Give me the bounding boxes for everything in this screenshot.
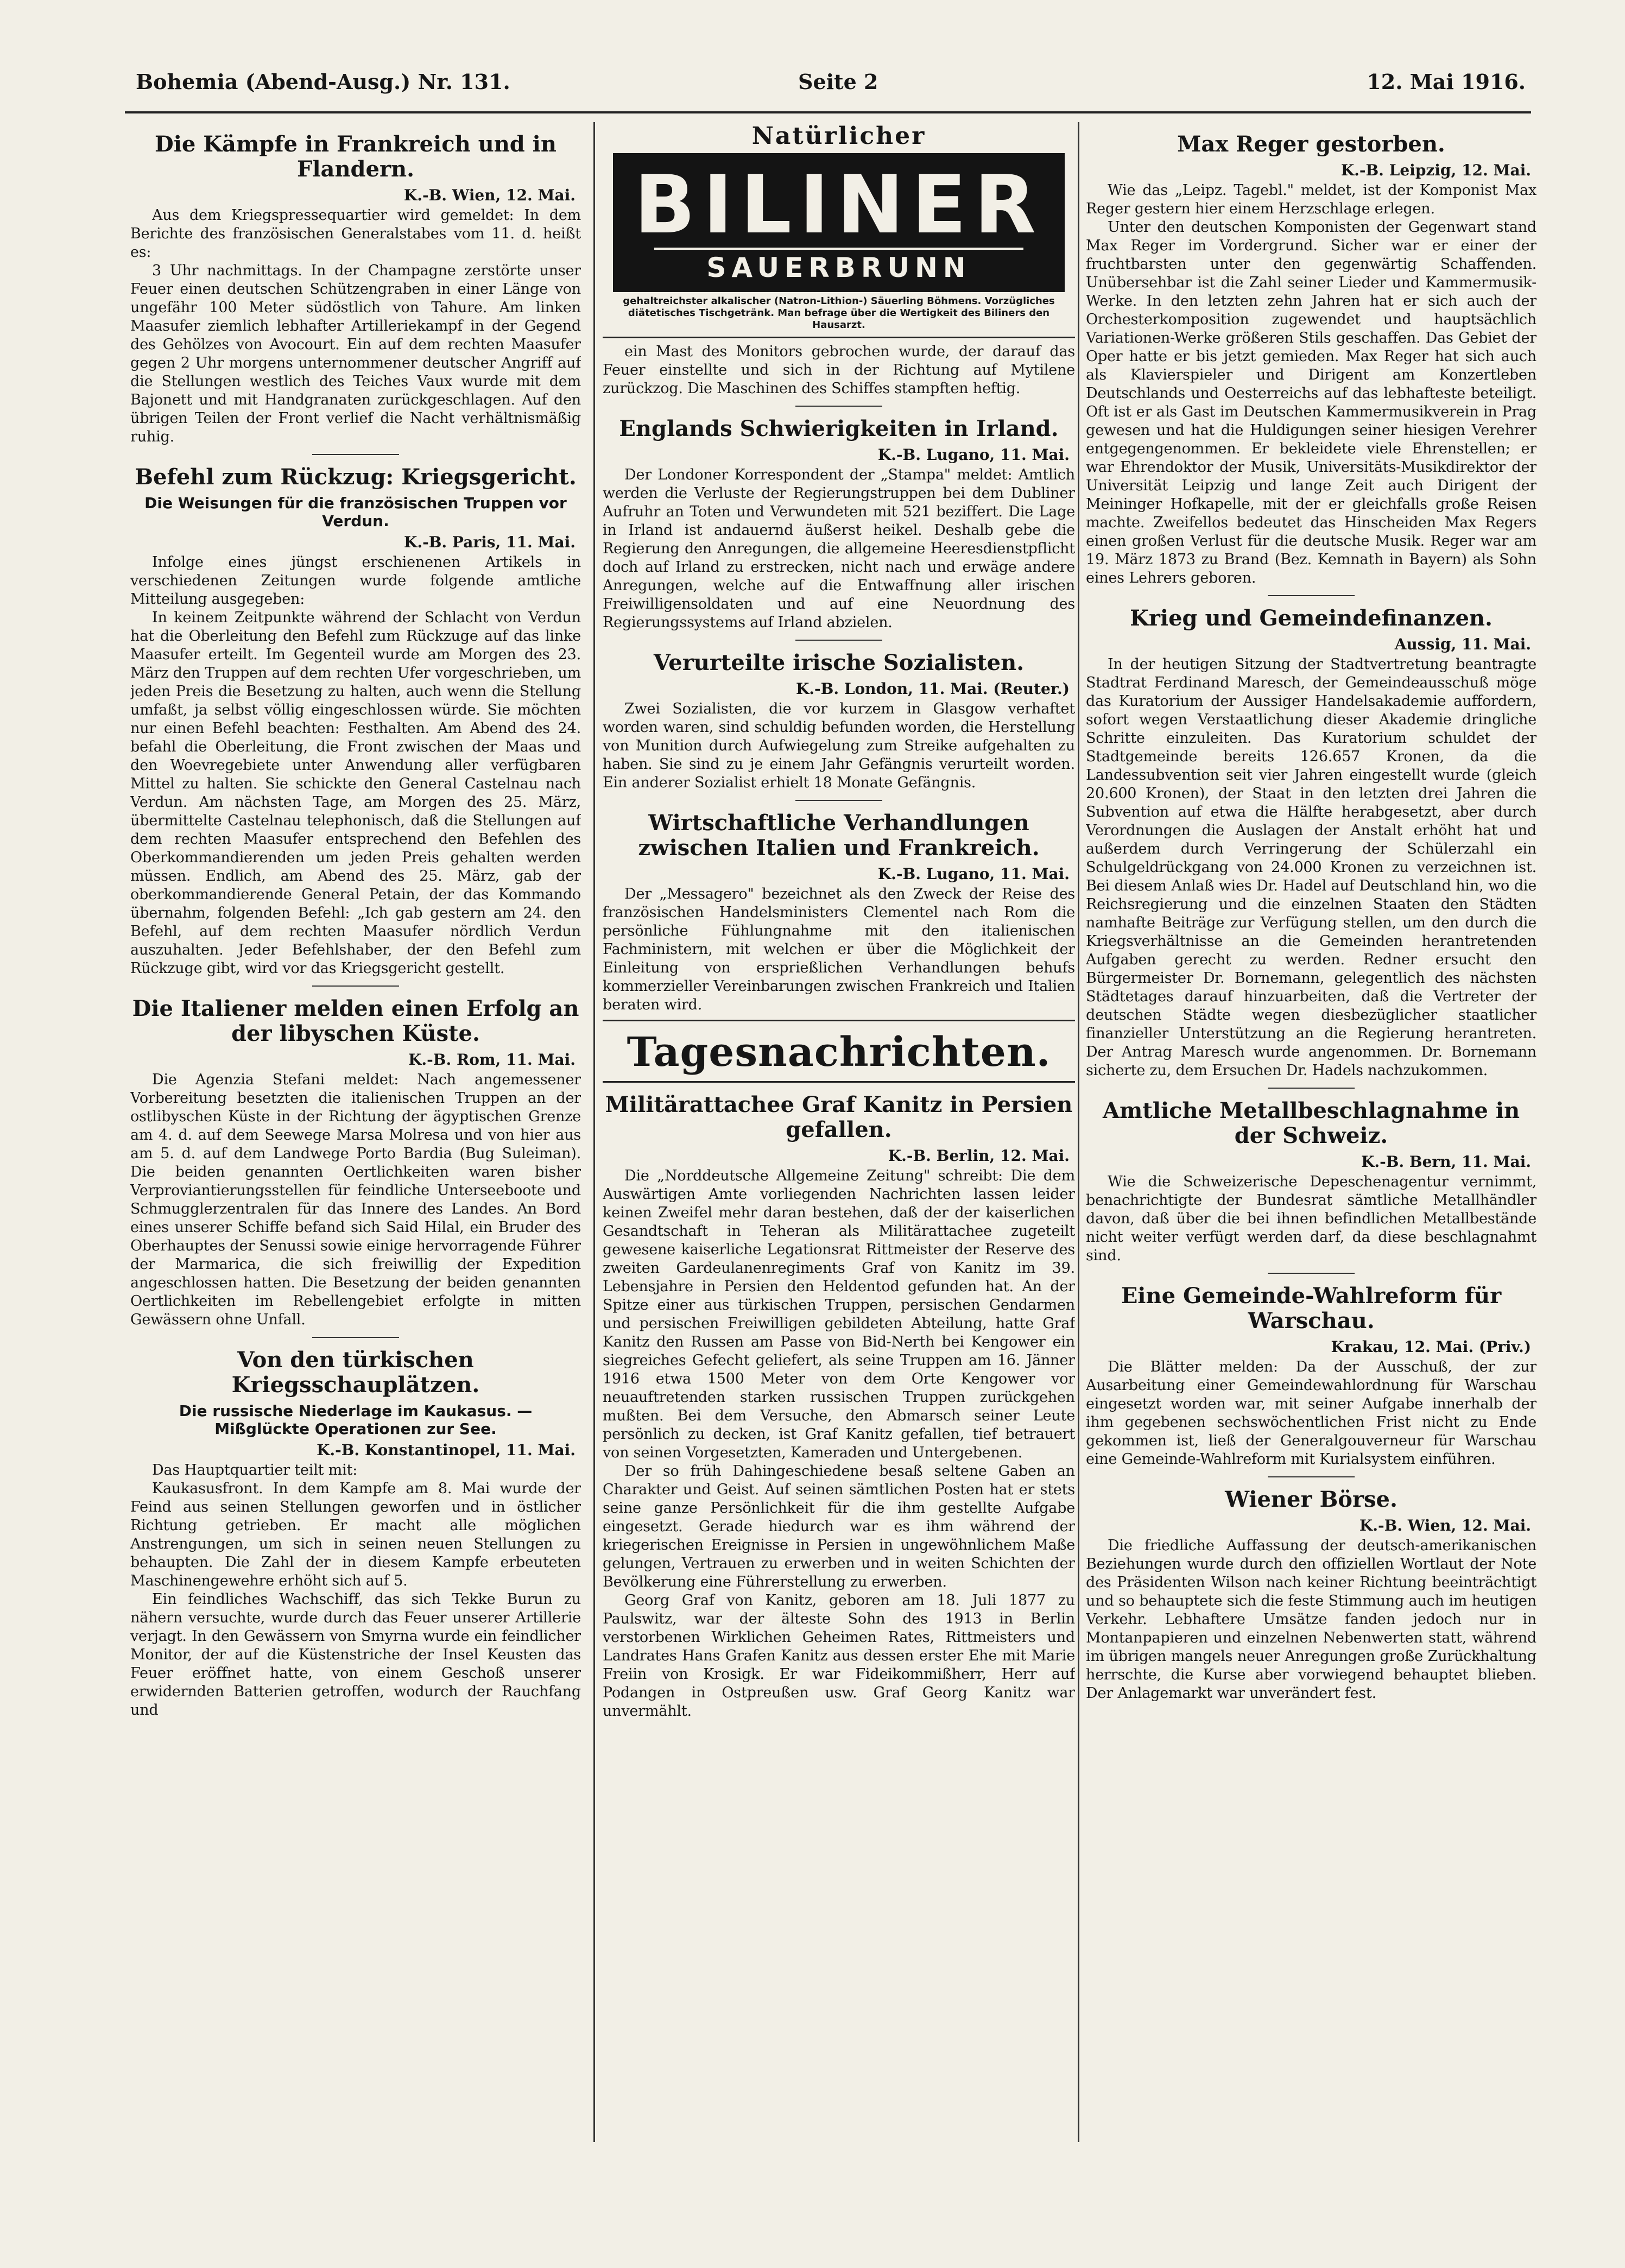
article-paragraph: Wie die Schweizerische Depeschenagentur vernimmt, benachrichtigte der Bundesrat sämtliche Metallhändler davon, daß über die bei ihnen befindlichen Metallbestände nicht weiter verfügt werden darf, da diese beschlagnahmt sind.: [1086, 1173, 1537, 1264]
article: [1086, 1273, 1537, 1469]
section-title: Tagesnachrichten.: [627, 1029, 1051, 1076]
article-separator: [312, 1337, 399, 1338]
article-paragraph: Die Agenzia Stefani meldet: Nach angemessener Vorbereitung besetzten die italienischen Truppen an der ostlibyschen Küste in der Richtung der ägyptischen Grenze am 4. d. auf dem Seewege Marsa Molresa und von hier aus am 5. d. auf dem Landwege Porto Bardia (Bug Suleiman). Die beiden genannten Oertlichkeiten waren bisher Verproviantierungsstellen für feindliche Unterseeboote und Schmugglerzentralen für das Innere des Landes. An Bord eines unserer Schiffe befand sich Said Hilal, ein Bruder des Oberhauptes der Senussi sowie einige hervorragende Führer der Marmarica, die sich freiwillig der Expedition angeschlossen hatten. Die Besetzung der beiden genannten Oertlichkeiten im Rebellengebiet erfolgte in mitten Gewässern ohne Unfall.: [130, 1071, 581, 1328]
header-masthead: Bohemia (Abend-Ausg.) Nr. 131.: [136, 70, 510, 94]
article-dateline: K.-B. Leipzig, 12. Mai.: [1341, 161, 1531, 179]
article-separator: [795, 406, 882, 407]
article-headline: Englands Schwierigkeiten in Irland.: [619, 416, 1059, 441]
column-rule: [593, 122, 595, 2142]
article: [603, 800, 1075, 1014]
column-left: [130, 122, 581, 1720]
article-paragraph: Aus dem Kriegspressequartier wird gemeldet: In dem Berichte des französischen Generalstabes vom 11. d. heißt es:: [130, 207, 581, 261]
article-paragraph: Das Hauptquartier teilt mit:: [152, 1462, 358, 1479]
article-headline: Krieg und Gemeindefinanzen.: [1130, 605, 1493, 631]
article-separator: [1268, 1476, 1355, 1477]
column-middle-news: [603, 1092, 1075, 1721]
article-headline: Max Reger gestorben.: [1177, 131, 1445, 157]
article: [1086, 595, 1537, 1080]
ad-logo-box: [613, 153, 1065, 292]
article: [130, 454, 581, 978]
article-separator: [1268, 595, 1355, 596]
article-paragraph: Wie das „Leipz. Tagebl." meldet, ist der Komponist Max Reger gestern hier einem Herzschlage erlegen.: [1086, 182, 1537, 217]
article-separator: [1268, 1088, 1355, 1089]
article-dateline: K.-B. Lugano, 11. Mai.: [877, 446, 1070, 464]
article-paragraph: Die Blätter melden: Da der Ausschuß, der zur Ausarbeitung einer Gemeindewahlordnung für Warschau eingesetzt worden war, mit seiner Aufgabe innerhalb der ihm gegebenen sechswöchentlichen Frist nicht zu Ende gekommen ist, ließ der Generalgouverneur für Warschau eine Gemeinde-Wahlreform mit Kurialsystem einführen.: [1086, 1359, 1537, 1468]
article-paragraph: Georg Graf von Kanitz, geboren am 18. Juli 1877 zu Paulswitz, war der älteste Sohn des 1913 in Berlin verstorbenen Wirklichen Geheimen Rates, Rittmeisters und Landrates Hans Grafen Kanitz aus dessen erster Ehe mit Marie Freiin von Krosigk. Er war Fideikommißherr, Herr auf Podangen in Ostpreußen usw. Graf Georg Kanitz war unvermählt.: [603, 1592, 1075, 1720]
ad-text: gehaltreichster alkalischer (Natron-Lithion-) Säuerling Böhmens. Vorzügliches diätetisches Tischgetränk. Man befrage über die Wertigkeit des Biliners den Hausarzt.: [623, 295, 1055, 331]
article: [130, 985, 581, 1329]
ad-subtitle: SAUERBRUNN: [654, 248, 1023, 283]
article-separator: [1268, 1273, 1355, 1274]
column-middle-articles: [603, 343, 1075, 1014]
article-headline: Von den türkischen Kriegsschauplätzen.: [231, 1347, 480, 1398]
article: [603, 406, 1075, 632]
article-headline: Wirtschaftliche Verhandlungen zwischen Italien und Frankreich.: [638, 810, 1040, 861]
header-rule: [125, 111, 1531, 113]
article-subheadline: Die russische Niederlage im Kaukasus. — Mißglückte Operationen zur See.: [179, 1402, 533, 1438]
ad-top-line: Natürlicher: [751, 122, 926, 150]
article-paragraph: ein Mast des Monitors gebrochen wurde, der darauf das Feuer einstellte und sich in der Richtung auf Mytilene zurückzog. Die Maschinen des Schiffes stampften heftig.: [603, 343, 1075, 397]
article-paragraph: Der Londoner Korrespondent der „Stampa" meldet: Amtlich werden die Verluste der Regierungstruppen bei dem Dubliner Aufruhr an Toten und Verwundeten mit 521 beziffert. Die Lage in Irland ist andauernd äußerst heikel. Deshalb gebe die Regierung den Anregungen, die allgemeine Heeresdienstpflicht doch auf Irland zu erstrecken, nicht nach und erwäge andere Anregungen, welche auf die Entwaffnung aller irischen Freiwilligensoldaten und auf eine Neuordnung des Regierungssystems auf Irland abzielen.: [603, 466, 1075, 631]
column-rule: [1078, 122, 1079, 2142]
article-separator: [312, 985, 399, 987]
article-paragraph: Der so früh Dahingeschiedene besaß seltene Gaben an Charakter und Geist. Auf seinen sämtlichen Posten hat er stets seine ganze Persönlichkeit für die ihm gestellte Aufgabe eingesetzt. Gerade hiedurch war es ihm während der kriegerischen Ereignisse in Persien in ungewöhnlichem Maße gelungen, Vertrauen zu erwerben und in weiten Schichten der Bevölkerung eine Führerstellung zu erwerben.: [603, 1463, 1075, 1590]
article-dateline: Aussig, 11. Mai.: [1394, 635, 1531, 653]
section-rule: [603, 1081, 1075, 1083]
article-dateline: K.-B. London, 11. Mai. (Reuter.): [795, 680, 1070, 698]
article-dateline: K.-B. Paris, 11. Mai.: [404, 533, 576, 551]
article-headline: Die Kämpfe in Frankreich und in Flandern.: [155, 131, 557, 182]
header-page-number: Seite 2: [798, 70, 878, 94]
article-headline: Die Italiener melden einen Erfolg an der libyschen Küste.: [132, 996, 579, 1046]
article-dateline: K.-B. Wien, 12. Mai.: [1359, 1517, 1531, 1534]
article: [603, 1092, 1075, 1721]
article: [1086, 132, 1537, 587]
article-paragraph: In der heutigen Sitzung der Stadtvertretung beantragte Stadtrat Ferdinand Maresch, der Gemeindeausschuß möge das Kuratorium der Aussiger Handelsakademie auffordern, sofort wegen Verstaatlichung dieser Akademie dringliche Schritte einzuleiten. Das Kuratorium schuldet der Stadtgemeinde bereits 126.657 Kronen, da die Landessubvention seit vier Jahren eingestellt wurde (gleich 20.600 Kronen), der Staat in den letzten drei Jahren die Subvention auf etwa die Hälfte herabgesetzt, aber durch Verordnungen die Auslagen der Anstalt erhöht hat und außerdem durch Verringerung der Schülerzahl ein Schulgeldrückgang von 24.000 Kronen zu verzeichnen ist. Bei diesem Anlaß wies Dr. Hadel auf Deutschland hin, wo die Reichsregierung und die einzelnen Staaten den Städten namhafte Beiträge zur Verfügung stellen, um den durch die Kriegsverhältnisse an die Gemeinden herantretenden Aufgaben gerecht zu werden. Redner ersucht den Bürgermeister Dr. Bornemann, gelegentlich des nächsten Städtetages darauf hinzuarbeiten, daß die Vertreter der deutschen Städte wegen diesbezüglicher staatlicher finanzieller Unterstützung an die Regierung herantreten. Der Antrag Maresch wurde angenommen. Dr. Bornemann sicherte zu, dem Ersuchen Dr. Hadels nachzukommen.: [1086, 656, 1537, 1079]
article-dateline: K.-B. Bern, 11. Mai.: [1361, 1153, 1531, 1171]
article-paragraph: Unter den deutschen Komponisten der Gegenwart stand Max Reger im Vordergrund. Sicher war er einer der fruchtbarsten unter den gegenwärtig Schaffenden. Unübersehbar ist die Zahl seiner Lieder und Kammermusik-Werke. In den letzten zehn Jahren hat er sich auch der Orchesterkomposition zugewendet und hauptsächlich Variationen-Werke größeren Stils geschaffen. Das Gebiet der Oper hatte er bis jetzt gemieden. Max Reger hat sich auch als Klavierspieler und Dirigent am Konzertleben Deutschlands und Oesterreichs auf das lebhafteste beteiligt. Oft ist er als Gast im Deutschen Kammermusikverein in Prag gewesen und hat die Huldigungen seiner hiesigen Verehrer entgegengenommen. Er bekleidete viele Ehrenstellen; er war Ehrendoktor der Musik, Universitäts-Musikdirektor der Universität Leipzig und lange Zeit auch Dirigent der Meininger Hofkapelle, mit der er gleichfalls große Reisen machte. Zweifellos bedeutet das Hinscheiden Max Regers einen großen Verlust für die deutsche Musik. Reger war am 19. März 1873 zu Brand (Bez. Kemnath in Bayern) als Sohn eines Lehrers geboren.: [1086, 219, 1537, 586]
article-dateline: K.-B. Wien, 12. Mai.: [403, 186, 576, 204]
article-dateline: K.-B. Rom, 11. Mai.: [408, 1051, 576, 1069]
article-headline: Amtliche Metallbeschlagnahme in der Schweiz.: [1102, 1098, 1520, 1148]
article: [130, 132, 581, 446]
article-headline: Eine Gemeinde-Wahlreform für Warschau.: [1121, 1283, 1502, 1334]
article-separator: [795, 800, 882, 801]
article-dateline: K.-B. Lugano, 11. Mai.: [877, 865, 1070, 883]
article-paragraph: Der „Messagero" bezeichnet als den Zweck der Reise des französischen Handelsministers Clementel nach Rom die persönliche Fühlungnahme mit den italienischen Fachministern, mit welchen er über die Möglichkeit der Einleitung von ersprießlichen Verhandlungen behufs kommerzieller Vereinbarungen zwischen Frankreich und Italien beraten wird.: [603, 886, 1075, 1013]
article-separator: [312, 454, 399, 455]
article-paragraph: 3 Uhr nachmittags. In der Champagne zerstörte unser Feuer einen deutschen Schützengraben in einer Länge von ungefähr 100 Meter südöstlich von Tahure. Am linken Maasufer ziemlich lebhafter Artilleriekampf in der Gegend des Gehölzes von Avocourt. Ein auf dem rechten Maasufer gegen 2 Uhr morgens unternommener deutscher Angriff auf die Stellungen westlich des Teiches Vaux wurde mit dem Bajonett und mit Handgranaten zurückgeschlagen. Auf den übrigen Teilen der Front verlief die Nacht verhältnismäßig ruhig.: [130, 262, 581, 445]
article-dateline: K.-B. Konstantinopel, 11. Mai.: [317, 1441, 576, 1459]
article-paragraph: Zwei Sozialisten, die vor kurzem in Glasgow verhaftet worden waren, sind schuldig befunden worden, die Herstellung von Munition durch Aufwiegelung zum Streike aufgehalten zu haben. Sie sind zu je einem Jahr Gefängnis verurteilt worden. Ein anderer Sozialist erhielt 18 Monate Gefängnis.: [603, 700, 1075, 791]
article-headline: Verurteilte irische Sozialisten.: [653, 650, 1025, 675]
article-dateline: K.-B. Berlin, 12. Mai.: [888, 1147, 1070, 1165]
article-paragraph: In keinem Zeitpunkte während der Schlacht von Verdun hat die Oberleitung den Befehl zum Rückzuge auf das linke Maasufer erteilt. Im Gegenteil wurde am Morgen des 23. März den Truppen auf dem rechten Ufer vorgeschrieben, um jeden Preis die Besetzung zu halten, auch wenn die Stellung umfaßt, ja selbst völlig eingeschlossen würde. Sie möchten nur einen Befehl beachten: Festhalten. Am Abend des 24. befahl die Oberleitung, die Front zwischen der Maas und den Woevregebiete unter Anwendung aller verfügbaren Mittel zu halten. Sie schickte den General Castelnau nach Verdun. Am nächsten Tage, am Morgen des 25. März, übermittelte Castelnau telephonisch, daß die Stellungen auf dem rechten Maasufer entsprechend den Befehlen des Oberkommandierenden um jeden Preis gehalten werden müssen. Endlich, am Abend des 25. März, gab der oberkommandierende General Petain, der das Kommando übernahm, folgenden Befehl: „Ich gab gestern am 24. den Befehl, auf dem rechten Maasufer nördlich Verdun auszuhalten. Jeder Befehlshaber, der den Befehl zum Rückzuge gibt, wird vor das Kriegsgericht gestellt.: [130, 609, 581, 977]
column-right: [1086, 122, 1537, 1703]
article-paragraph: Die friedliche Auffassung der deutsch-amerikanischen Beziehungen wurde durch den offiziellen Wortlaut der Note des Präsidenten Wilson nach keiner Richtung beeinträchtigt und so behauptete sich die feste Stimmung auch im heutigen Verkehr. Lebhaftere Umsätze fanden jedoch nur in Montanpapieren und einzelnen Nebenwerten statt, während im übrigen mangels neuer Anregungen große Zurückhaltung herrschte, die Kurse aber vorwiegend behauptet blieben. Der Anlagemarkt war unverändert fest.: [1086, 1537, 1537, 1702]
page-header: [136, 70, 1526, 102]
article-headline: Befehl zum Rückzug: Kriegsgericht.: [135, 464, 577, 490]
ad-brand: BILINER: [634, 158, 1044, 251]
ad-rule: [603, 337, 1075, 338]
advertisement: [603, 122, 1075, 331]
article-paragraph: Ein feindliches Wachschiff, das sich Tekke Burun zu nähern versuchte, wurde durch das Feuer unserer Artillerie verjagt. In den Gewässern von Smyrna wurde ein feindlicher Monitor, der auf die Küstenstriche der Insel Keusten das Feuer eröffnet hatte, von einem Geschoß unserer erwidernden Batterien getroffen, wodurch der Rauchfang und: [130, 1591, 581, 1719]
article-separator: [795, 640, 882, 641]
article-headline: Militärattachee Graf Kanitz in Persien gefallen.: [605, 1092, 1073, 1142]
article-headline: Wiener Börse.: [1225, 1487, 1398, 1512]
article: [1086, 1088, 1537, 1265]
header-date: 12. Mai 1916.: [1367, 70, 1526, 94]
article-dateline: Krakau, 12. Mai. (Priv.): [1331, 1338, 1531, 1356]
section-rule: [603, 1020, 1075, 1021]
article-paragraph: Kaukasusfront. In dem Kampfe am 8. Mai wurde der Feind aus seinen Stellungen geworfen und in östlicher Richtung getrieben. Er macht alle möglichen Anstrengungen, um sich in seinen neuen Stellungen zu behaupten. Die Zahl der in diesem Kampfe erbeuteten Maschinengewehre erhöht sich auf 5.: [130, 1480, 581, 1589]
column-middle: [603, 122, 1075, 1721]
article: [1086, 1476, 1537, 1703]
article-subheadline: Die Weisungen für die französischen Truppen vor Verdun.: [144, 494, 567, 530]
article: [603, 640, 1075, 792]
article: [130, 1337, 581, 1720]
article-paragraph: Die „Norddeutsche Allgemeine Zeitung" schreibt: Die dem Auswärtigen Amte vorliegenden Nachrichten lassen leider keinen Zweifel mehr daran bestehen, daß der der kaiserlichen Gesandtschaft in Teheran als Militärattachee zugeteilt gewesene kaiserliche Legationsrat Rittmeister der Reserve des zweiten Gardeulanenregiments Graf von Kanitz im 39. Lebensjahre in Persien den Heldentod gefunden hat. An der Spitze einer aus türkischen Truppen, persischen Gendarmen und persischen Freiwilligen gebildeten Abteilung, hatte Graf Kanitz den Russen am Passe von Bid-Nerth bei Kengower ein siegreiches Gefecht geliefert, als seine Truppen am 16. Jänner 1916 etwa 1500 Meter von dem Orte Kengower vor neuauftretenden starken russischen Truppen zurückgehen mußten. Bei dem Versuche, den Abmarsch seiner Leute persönlich zu decken, ist Graf Kanitz gefallen, tief betrauert von seinen Vorgesetzten, Kameraden und Untergebenen.: [603, 1167, 1075, 1461]
article: [603, 343, 1075, 398]
article-paragraph: Infolge eines jüngst erschienenen Artikels in verschiedenen Zeitungen wurde folgende amtliche Mitteilung ausgegeben:: [130, 554, 581, 608]
